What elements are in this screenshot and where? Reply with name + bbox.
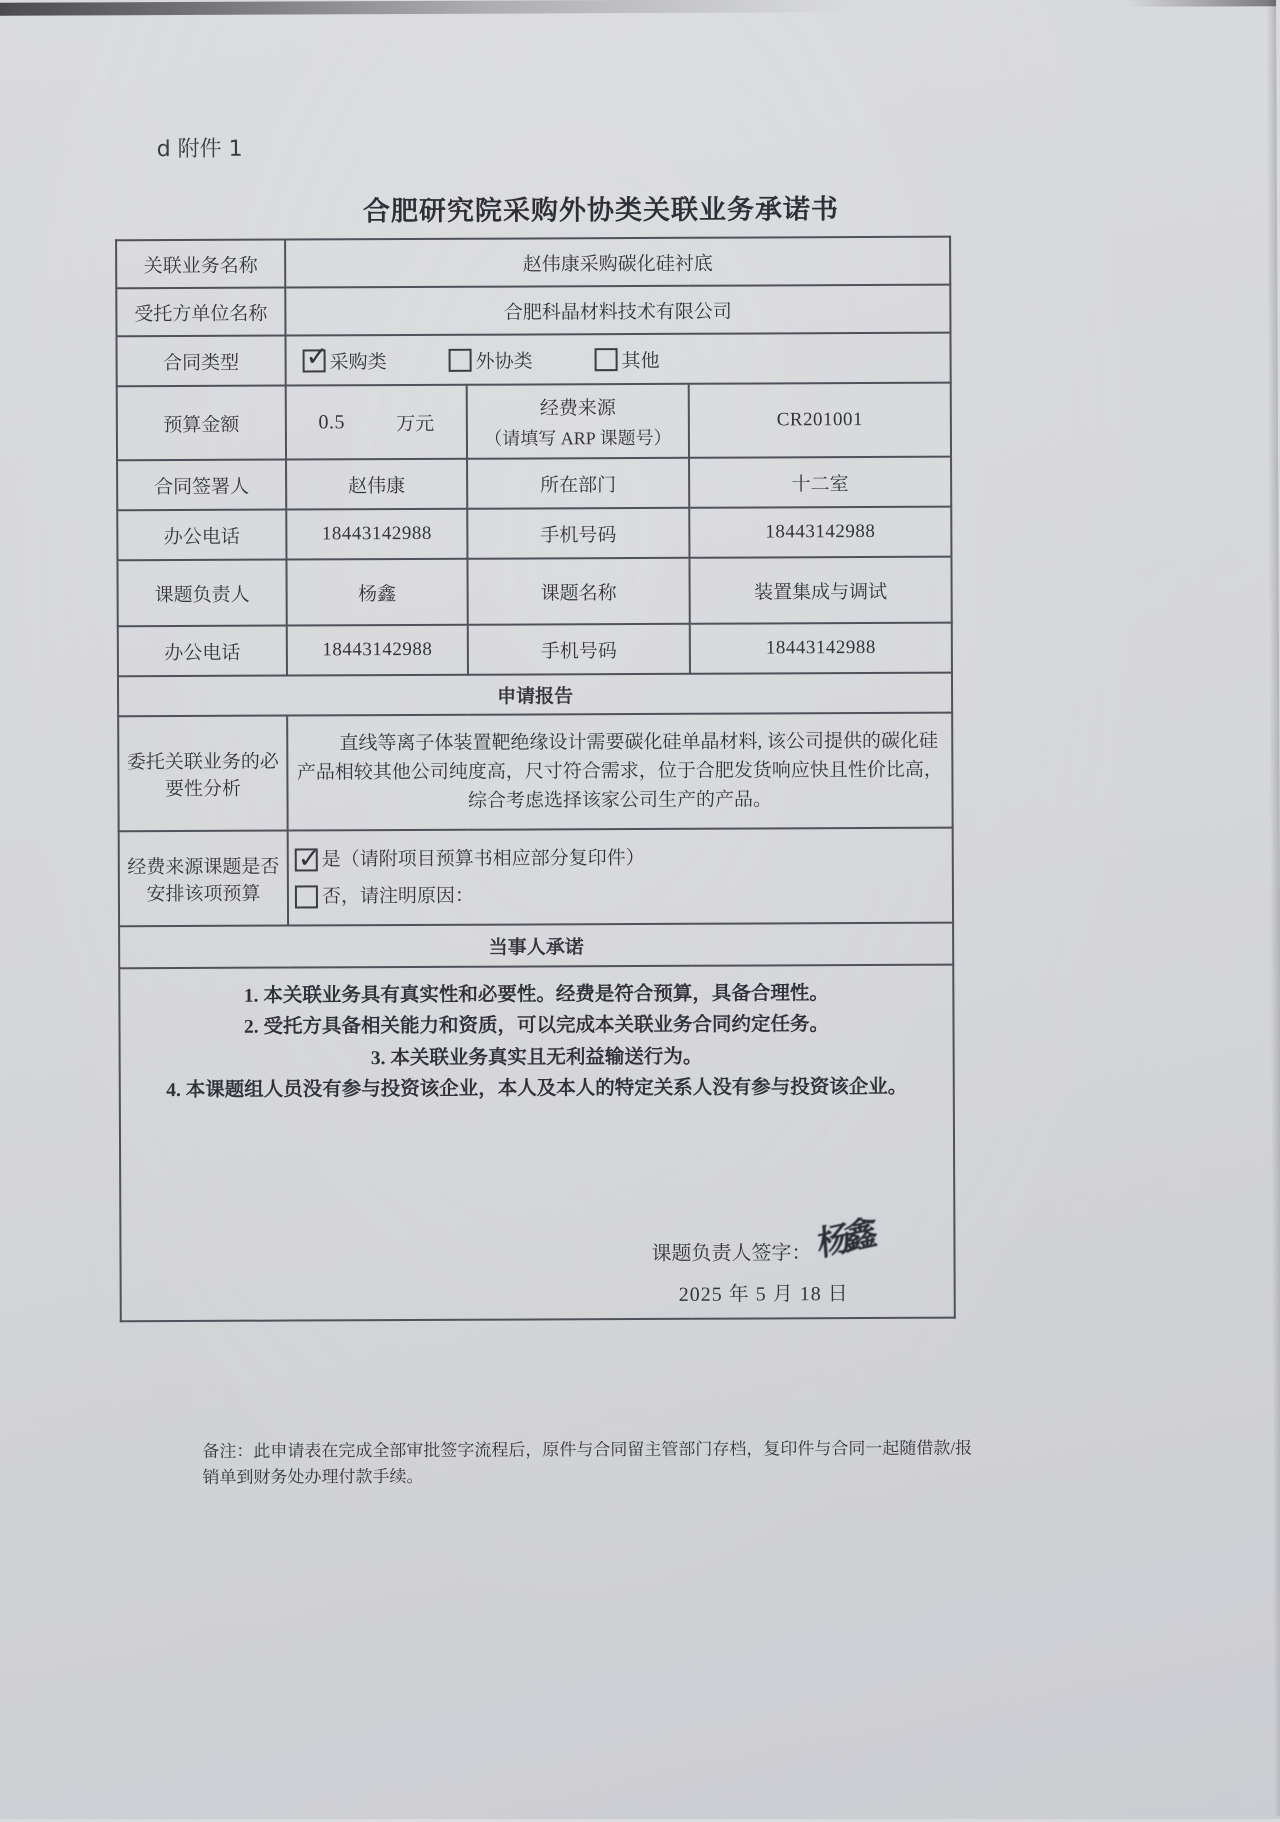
office-phone-1-value: 18443142988	[286, 509, 467, 560]
trustee-label: 受托方单位名称	[116, 288, 285, 337]
dept-label: 所在部门	[467, 458, 689, 509]
scan-shadow-right	[1266, 0, 1280, 1816]
footer-note: 备注：此申请表在完成全部审批签字流程后，原件与合同留主管部门存档，复印件与合同一起随借款/报销单到财务处办理付款手续。	[202, 1438, 973, 1488]
row-business-name	[116, 237, 950, 289]
mobile-1-label: 手机号码	[467, 508, 689, 559]
application-report-header: 申请报告	[118, 673, 952, 717]
mobile-2-label: 手机号码	[468, 624, 690, 675]
checkbox-yes-checked-icon	[295, 848, 318, 871]
checkbox-other-icon	[595, 348, 618, 371]
attachment-label: d 附件 1	[156, 136, 243, 163]
budget-amount: 0.5	[318, 410, 346, 433]
row-office-phone-2	[118, 623, 952, 677]
scan-shadow-top-right	[1126, 0, 1276, 7]
option-outsource-label: 外协类	[475, 350, 533, 373]
row-contract-type	[116, 333, 950, 387]
office-phone-2-label: 办公电话	[118, 626, 287, 677]
row-office-phone-1	[117, 507, 951, 561]
signature-block	[127, 1212, 947, 1272]
option-purchase	[303, 347, 387, 374]
promise-item-3: 3. 本关联业务真实且无利益输送行为。	[370, 1046, 703, 1069]
row-budget	[117, 383, 951, 461]
office-phone-1-label: 办公电话	[117, 510, 286, 561]
promise-item-4: 4. 本课题组人员没有参与投资该企业，本人及本人的特定关系人没有参与投资该企业。	[166, 1076, 908, 1102]
row-signer	[117, 457, 951, 511]
row-funding-check	[119, 828, 953, 927]
row-report-header	[118, 673, 952, 717]
funding-check-no-label: 否，请注明原因：	[321, 885, 474, 907]
option-purchase-label: 采购类	[329, 351, 387, 373]
project-name-value: 装置集成与调试	[689, 557, 951, 624]
necessity-label: 委托关联业务的必要性分析	[118, 716, 288, 832]
budget-unit: 万元	[396, 413, 435, 435]
party-promise-header: 当事人承诺	[119, 923, 953, 969]
budget-label: 预算金额	[117, 386, 286, 461]
row-trustee	[116, 285, 950, 337]
office-phone-2-value: 18443142988	[287, 625, 468, 676]
option-other-label: 其他	[621, 350, 660, 372]
checkbox-purchase-checked-icon	[303, 349, 326, 372]
commitment-form-table	[115, 236, 956, 1323]
funding-check-label: 经费来源课题是否安排该项预算	[119, 831, 288, 927]
contract-type-options	[293, 344, 944, 374]
row-promise-header	[119, 923, 953, 969]
funding-code-value: CR201001	[689, 383, 951, 458]
promise-item-2: 2. 受托方具备相关能力和资质，可以完成本关联业务合同约定任务。	[243, 1014, 830, 1038]
contract-type-label: 合同类型	[116, 336, 285, 387]
checkbox-outsource-icon	[449, 348, 472, 371]
signature-date: 2025 年 5 月 18 日	[678, 1282, 849, 1306]
row-promises	[119, 965, 955, 1322]
funding-source-title: 经费来源	[539, 397, 616, 419]
option-other	[595, 345, 660, 372]
project-leader-label: 课题负责人	[117, 560, 286, 627]
promise-item-1: 1. 本关联业务具有真实性和必要性。经费是符合预算，具备合理性。	[243, 982, 829, 1007]
scan-shadow-top	[0, 0, 896, 16]
funding-check-yes	[295, 838, 946, 878]
checkbox-no-icon	[295, 885, 318, 908]
signer-label: 合同签署人	[117, 460, 286, 511]
row-necessity	[118, 713, 953, 832]
business-name-value: 赵伟康采购碳化硅衬底	[285, 237, 950, 288]
row-project-leader	[117, 557, 951, 627]
signature-label: 课题负责人签字：	[651, 1241, 812, 1265]
budget-value-cell	[293, 408, 460, 436]
necessity-analysis-text: 直线等离子体装置靶绝缘设计需要碳化硅单晶材料, 该公司提供的碳化硅产品相较其他公司纯度高，尺寸符合需求，位于合肥发货响应快且性价比高，综合考虑选择该家公司生产的产品。	[296, 730, 943, 812]
business-name-label: 关联业务名称	[116, 240, 285, 289]
mobile-2-value: 18443142988	[690, 623, 952, 674]
funding-source-label	[467, 384, 689, 459]
option-outsource	[449, 346, 533, 373]
dept-value: 十二室	[689, 457, 951, 508]
funding-check-no	[295, 875, 946, 915]
project-leader-value: 杨鑫	[286, 559, 467, 626]
signer-value: 赵伟康	[286, 459, 467, 510]
funding-source-subtitle: （请填写 ARP 课题号）	[484, 427, 672, 449]
mobile-1-value: 18443142988	[689, 507, 951, 558]
form-title: 合肥研究院采购外协类关联业务承诺书	[362, 194, 840, 228]
project-name-label: 课题名称	[467, 558, 689, 625]
signature-handwriting: 杨鑫	[816, 1212, 872, 1265]
funding-check-yes-label: 是（请附项目预算书相应部分复印件）	[321, 847, 645, 870]
trustee-value: 合肥科晶材料技术有限公司	[285, 285, 950, 336]
